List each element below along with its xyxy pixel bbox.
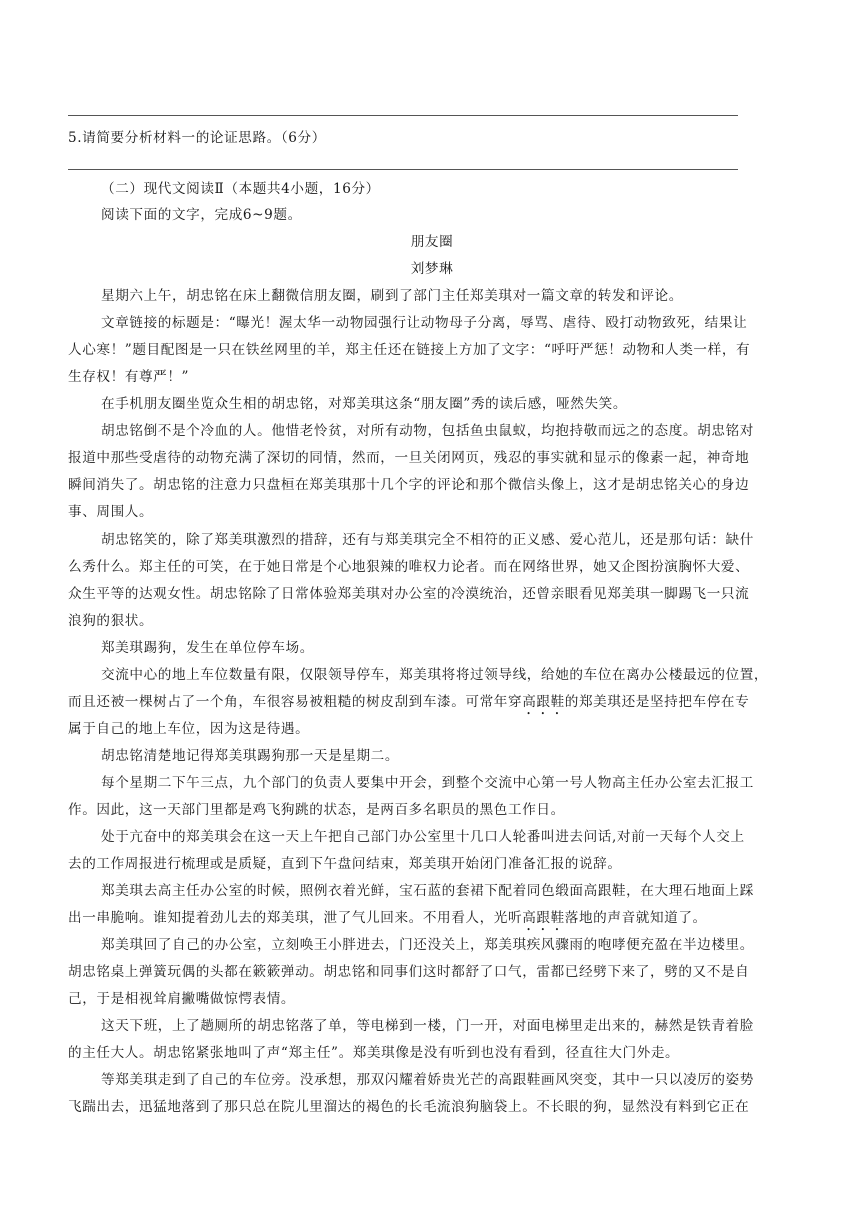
para-line: 郑美琪回了自己的办公室，立刻唤王小胖进去，门还没关上，郑美琪疾风骤雨的咆哮便充盈在半边楼里。	[101, 937, 754, 953]
para-line: 这天下班，上了趟厕所的胡忠铭落了单，等电梯到一楼，门一开，对面电梯里走出来的，赫然是铁青着脸	[101, 1018, 754, 1034]
para-line: 作。因此，这一天部门里都是鸡飞狗跳的状态，是两百多名职员的黑色工作日。	[68, 802, 565, 818]
para-line: 属于自己的地上车位，因为这是待遇。	[68, 721, 310, 737]
para-line: 去的工作周报进行梳理或是质疑，直到下午盘问结束，郑美琪开始闭门准备汇报的说辞。	[68, 856, 622, 872]
para-line: 星期六上午，胡忠铭在床上翻微信朋友圈，刷到了部门主任郑美琪对一篇文章的转发和评论。	[101, 288, 683, 304]
para-line: 瞬间消失了。胡忠铭的注意力只盘桓在郑美琪那十几个字的评论和那个微信头像上，这才是胡忠铭关心的身边	[68, 477, 750, 493]
para-line: 胡忠铭倒不是个冷血的人。他惜老怜贫，对所有动物，包括鱼虫鼠蚁，均抱持敬而远之的态度。胡忠铭对	[101, 423, 754, 439]
question-5: 5.请简要分析材料一的论证思路。（6分）	[68, 130, 326, 146]
para-line: 出一串脆响。谁知提着劲儿去的郑美琪，泄了气儿回来。不用看人，光听高跟鞋落地的声音就知道了。	[68, 910, 707, 926]
answer-line	[68, 115, 738, 116]
para-line: 己，于是相视耸肩撇嘴做惊愕表情。	[68, 991, 296, 1007]
para-line: 的主任大人。胡忠铭紧张地叫了声“郑主任”。郑美琪像是没有听到也没有看到，径直往大门外走。	[68, 1045, 680, 1061]
para-line: 郑美琪踢狗，发生在单位停车场。	[101, 640, 314, 656]
emphasis-mark: 高跟鞋	[522, 694, 565, 710]
para-line: 生存权！有尊严！”	[68, 369, 190, 385]
article-title: 朋友圈	[410, 234, 454, 250]
para-line: 交流中心的地上车位数量有限，仅限领导停车，郑美琪将将过领导线，给她的车位在离办公楼最远的位置，	[101, 667, 769, 683]
para-line: 胡忠铭桌上弹簧玩偶的头都在簌簌弹动。胡忠铭和同事们这时都舒了口气，雷都已经劈下来了，劈的又不是自	[68, 964, 750, 980]
para-line: 人心寒！”题目配图是一只在铁丝网里的羊，郑主任还在链接上方加了文字：“呼吁严惩！动物和人类一样，有	[68, 342, 751, 358]
para-line: 事、周围人。	[68, 504, 154, 520]
para-line: 郑美琪去高主任办公室的时候，照例衣着光鲜，宝石蓝的套裙下配着同色缎面高跟鞋，在大理石地面上踩	[101, 883, 754, 899]
para-line: 飞踹出去，迅猛地落到了那只总在院儿里溜达的褐色的长毛流浪狗脑袋上。不长眼的狗，显然没有料到它正在	[68, 1099, 750, 1115]
instruction: 阅读下面的文字，完成6~9题。	[101, 207, 302, 223]
para-line: 众生平等的达观女性。胡忠铭除了日常体验郑美琪对办公室的冷漠统治，还曾亲眼看见郑美琪一脚踢飞一只流	[68, 586, 750, 602]
para-line: 处于亢奋中的郑美琪会在这一天上午把自己部门办公室里十几口人轮番叫进去问话,对前一天每个人交上	[101, 829, 745, 845]
para-line: 等郑美琪走到了自己的车位旁。没承想，那双闪耀着娇贵光芒的高跟鞋画风突变，其中一只以凌厉的姿势	[101, 1072, 754, 1088]
para-line: 报道中那些受虐待的动物充满了深切的同情，然而，一旦关闭网页，残忍的事实就和显示的像素一起，神奇地	[68, 450, 750, 466]
para-line: 么秀什么。郑主任的可笑，在于她日常是个心地狠辣的唯权力论者。而在网络世界，她又企图扮演胸怀大爱、	[68, 559, 750, 575]
para-line: 文章链接的标题是：“曝光！渥太华一动物园强行让动物母子分离，辱骂、虐待、殴打动物致死，结果让	[101, 315, 748, 331]
para-line: 浪狗的狠状。	[68, 613, 154, 629]
emphasis-mark: 高跟鞋	[522, 910, 565, 926]
para-line: 胡忠铭笑的，除了郑美琪激烈的措辞，还有与郑美琪完全不相符的正义感、爱心范儿，还是那句话：缺什	[101, 532, 754, 548]
answer-line	[68, 169, 738, 170]
section-header: （二）现代文阅读Ⅱ（本题共4小题，16分）	[101, 181, 380, 197]
article-author: 刘梦琳	[410, 261, 454, 277]
para-line: 在手机朋友圈坐览众生相的胡忠铭，对郑美琪这条“朋友圈”秀的读后感，哑然失笑。	[101, 396, 628, 412]
para-line: 而且还被一棵树占了一个角，车很容易被粗糙的树皮刮到车漆。可常年穿高跟鞋的郑美琪还是坚持把车停在专	[68, 694, 750, 710]
para-line: 每个星期二下午三点，九个部门的负责人要集中开会，到整个交流中心第一号人物高主任办公室去汇报工	[101, 775, 754, 791]
para-line: 胡忠铭清楚地记得郑美琪踢狗那一天是星期二。	[101, 748, 400, 764]
